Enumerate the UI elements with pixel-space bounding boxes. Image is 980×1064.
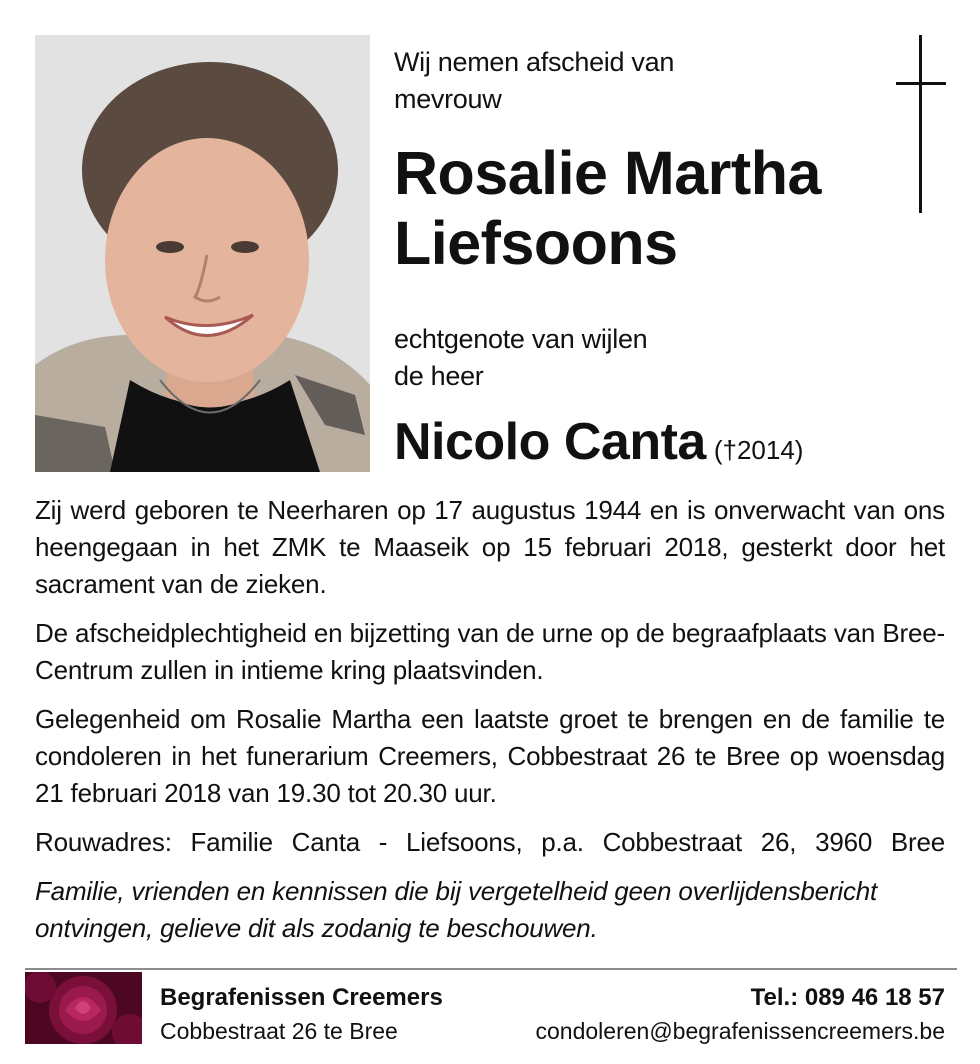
- spouse-name: Nicolo Canta: [394, 413, 706, 471]
- funeral-company-email[interactable]: condoleren@begrafenissencreemers.be: [535, 1018, 945, 1044]
- funeral-company-address: Cobbestraat 26 te Bree: [160, 1018, 398, 1044]
- ceremony-paragraph: De afscheidplechtigheid en bijzetting van de urne op de begraafplaats van Bree-Centrum zullen in intieme kring plaatsvinden.: [35, 618, 945, 685]
- deceased-name-line-2: Liefsoons: [394, 209, 678, 277]
- funeral-company-phone: Tel.: 089 46 18 57: [750, 984, 945, 1011]
- spouse-intro-line-2: de heer: [394, 361, 484, 391]
- closing-note-paragraph: Familie, vrienden en kennissen die bij vergetelheid geen overlijdensbericht ontvingen, gelieve dit als zodanig te beschouwen.: [35, 876, 878, 943]
- visitation-paragraph: Gelegenheid om Rosalie Martha een laatste groet te brengen en de familie te condoleren in het funerarium Creemers, Cobbestraat 26 te Bree op woensdag 21 februari 2018 van 19.30 tot 20.30 uur.: [35, 704, 945, 808]
- mourning-address-paragraph: Rouwadres: Familie Canta - Liefsoons, p.a. Cobbestraat 26, 3960 Bree: [35, 827, 945, 857]
- footer-divider: [25, 968, 957, 970]
- rose-image: [25, 972, 142, 1044]
- deceased-name-line-1: Rosalie Martha: [394, 139, 821, 207]
- deceased-name: [394, 138, 894, 278]
- portrait-photo: [35, 35, 370, 472]
- funeral-company-name: Begrafenissen Creemers: [160, 984, 443, 1011]
- notice-body: [35, 492, 945, 959]
- intro-line-2: mevrouw: [394, 84, 502, 114]
- intro-line-1: Wij nemen afscheid van: [394, 47, 675, 77]
- birth-death-paragraph: Zij werd geboren te Neerharen op 17 augustus 1944 en is onverwacht van ons heengegaan in het ZMK te Maaseik op 15 februari 2018, gesterkt door het sacrament van de zieken.: [35, 495, 945, 599]
- cross-icon: [896, 35, 946, 215]
- spouse-intro-line-1: echtgenote van wijlen: [394, 324, 648, 354]
- spouse-death-year: (†2014): [713, 435, 804, 465]
- intro-text: [394, 44, 874, 118]
- spouse-heading: [394, 412, 954, 472]
- spouse-intro-text: [394, 321, 874, 395]
